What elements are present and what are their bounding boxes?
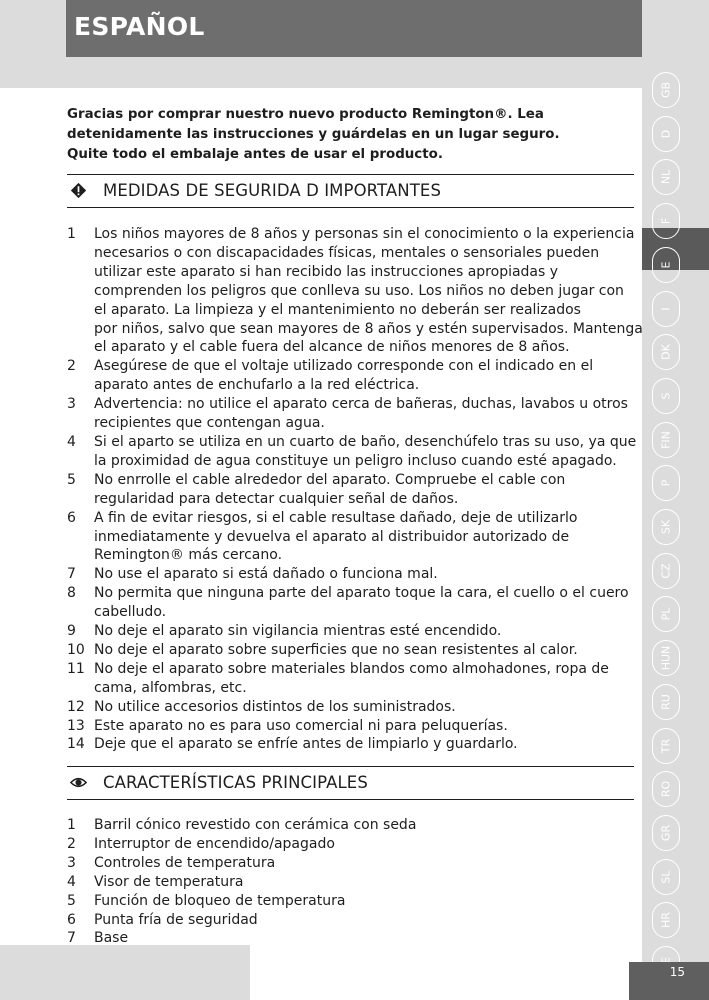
safety-item-number: 8	[67, 585, 76, 602]
feature-item-number: 1	[67, 817, 76, 833]
safety-item-text	[94, 471, 637, 509]
language-tab-label: RU	[659, 693, 673, 710]
feature-item-number: 5	[67, 892, 76, 909]
safety-item-number: 1	[67, 226, 76, 242]
language-tab-i[interactable]	[652, 291, 680, 327]
feature-item	[67, 835, 637, 854]
safety-item-line: inmediatamente y devuelva el aparato al distribuidor autorizado de	[94, 528, 570, 545]
intro-line: Gracias por comprar nuestro nuevo producto Remington®. Lea	[67, 107, 544, 122]
safety-item-text	[94, 509, 637, 566]
language-tab-ru[interactable]	[652, 684, 680, 720]
safety-item	[67, 698, 637, 717]
page-number-box	[629, 962, 709, 1000]
safety-item-line: Remington® más cercano.	[94, 547, 283, 564]
feature-item-number: 4	[67, 873, 76, 890]
safety-item-text	[94, 622, 637, 641]
language-tab-hun[interactable]	[652, 640, 680, 676]
feature-item-text: Visor de temperatura	[94, 873, 244, 890]
language-tab-label: I	[659, 306, 673, 311]
safety-item-line: la proximidad de agua constituye un peligro incluso cuando esté apagado.	[94, 452, 617, 469]
safety-item-line: cabelludo.	[94, 604, 167, 621]
language-tab-label: P	[659, 479, 673, 487]
language-tab-pl[interactable]	[652, 596, 680, 632]
safety-item-line: Este aparato no es para uso comercial ni para peluquerías.	[94, 717, 508, 734]
safety-item-number: 13	[67, 717, 85, 734]
safety-item	[67, 357, 637, 395]
feature-item-text: Interruptor de encendido/apagado	[94, 835, 335, 852]
language-tab-e[interactable]	[652, 247, 680, 283]
safety-item-line: el aparato. La limpieza y el mantenimiento no deberán ser realizados	[94, 301, 581, 318]
safety-item	[67, 660, 637, 698]
safety-item-line: Si el aparto se utiliza en un cuarto de baño, desenchúfelo tras su uso, ya que	[94, 433, 637, 450]
language-tab-label: HUN	[659, 645, 673, 671]
intro-text	[67, 105, 567, 165]
safety-item-line: No deje el aparato sobre materiales blandos como almohadones, ropa de	[94, 660, 609, 677]
safety-item-line: recipientes que contengan agua.	[94, 415, 325, 432]
language-tab-cz[interactable]	[652, 553, 680, 589]
language-tab-label: SL	[659, 870, 673, 884]
safety-item-number: 3	[67, 396, 76, 413]
safety-item-line: No deje el aparato sobre superficies que no sean resistentes al calor.	[94, 641, 578, 658]
feature-item	[67, 854, 637, 873]
language-tab-label: DK	[659, 344, 673, 361]
warning-icon	[70, 182, 87, 199]
safety-item-line: No use el aparato si está dañado o funciona mal.	[94, 566, 438, 583]
safety-item-line: por niños, salvo que sean mayores de 8 años y estén supervisados. Mantenga	[94, 320, 643, 337]
language-tab-label: HR	[659, 912, 673, 929]
header-bar	[66, 0, 642, 57]
feature-item	[67, 911, 637, 930]
language-tab-label: SK	[659, 519, 673, 535]
safety-item	[67, 717, 637, 736]
safety-item-text	[94, 641, 637, 660]
feature-item-text: Base	[94, 930, 129, 947]
safety-section-title: MEDIDAS DE SEGURIDA D IMPORTANTES	[103, 181, 442, 200]
safety-item-number: 5	[67, 471, 76, 488]
features-section-title: CARACTERÍSTICAS PRINCIPALES	[103, 773, 368, 792]
safety-item-text	[94, 717, 637, 736]
safety-item	[67, 641, 637, 660]
safety-item-line: No utilice accesorios distintos de los suministrados.	[94, 698, 456, 715]
safety-item-text	[94, 584, 637, 622]
content-panel	[0, 88, 642, 945]
language-tab-sk[interactable]	[652, 509, 680, 545]
safety-item	[67, 509, 637, 566]
language-tab-s[interactable]	[652, 378, 680, 414]
page-number: 15	[669, 965, 685, 979]
page-title: ESPAÑOL	[74, 12, 205, 41]
language-tab-sl[interactable]	[652, 859, 680, 895]
safety-item-number: 11	[67, 660, 85, 677]
feature-item	[67, 892, 637, 911]
intro-line: Quite todo el embalaje antes de usar el producto.	[67, 147, 443, 162]
language-tab-label: NL	[659, 170, 673, 185]
safety-item-text	[94, 225, 643, 357]
language-tab-label: RO	[659, 781, 673, 798]
safety-item-number: 10	[67, 641, 85, 658]
intro-line: detenidamente las instrucciones y guárdelas en un lugar seguro.	[67, 127, 560, 142]
language-tab-label: TR	[659, 738, 673, 753]
feature-item-text: Controles de temperatura	[94, 854, 276, 871]
language-tab-f[interactable]	[652, 203, 680, 239]
language-tab-column	[642, 0, 709, 1000]
feature-item	[67, 816, 637, 835]
safety-item-line: No permita que ninguna parte del aparato toque la cara, el cuello o el cuero	[94, 585, 629, 602]
feature-item-number: 3	[67, 854, 76, 871]
language-tab-label: FIN	[659, 430, 673, 449]
language-tab-label: GB	[659, 81, 673, 99]
language-tab-label: GR	[659, 824, 673, 841]
safety-item-text	[94, 698, 637, 717]
safety-item	[67, 433, 637, 471]
feature-item-text: Punta fría de seguridad	[94, 911, 258, 928]
language-tab-hr[interactable]	[652, 902, 680, 938]
safety-item-text	[94, 433, 637, 471]
safety-section-header	[67, 174, 634, 208]
features-section-header	[67, 766, 634, 800]
safety-item-number: 14	[67, 736, 85, 753]
safety-item-line: Advertencia: no utilice el aparato cerca de bañeras, duchas, lavabos u otros	[94, 396, 628, 413]
safety-item-line: utilizar este aparato si han recibido las instrucciones apropiadas y	[94, 263, 559, 280]
safety-item	[67, 735, 637, 754]
language-tab-label: E	[659, 261, 673, 269]
language-tab-tr[interactable]	[652, 728, 680, 764]
safety-item	[67, 622, 637, 641]
safety-item-line: regularidad para detectar cualquier señal de daños.	[94, 490, 459, 507]
feature-item-number: 6	[67, 911, 76, 928]
safety-item	[67, 565, 637, 584]
safety-list	[67, 225, 643, 754]
safety-item-number: 12	[67, 698, 85, 715]
language-tab-label: F	[659, 217, 673, 225]
language-tab-d[interactable]	[652, 116, 680, 152]
language-tab-label: S	[659, 392, 673, 400]
language-tab-dk[interactable]	[652, 334, 680, 370]
language-tab-label: CZ	[659, 563, 673, 579]
feature-item-number: 2	[67, 835, 76, 852]
safety-item-text	[94, 735, 637, 754]
language-tab-p[interactable]	[652, 465, 680, 501]
feature-item-number: 7	[67, 930, 76, 947]
safety-item-number: 9	[67, 623, 76, 640]
safety-item-line: Asegúrese de que el voltaje utilizado corresponde con el indicado en el	[94, 358, 594, 375]
safety-item-text	[94, 395, 637, 433]
safety-item-line: comprenden los peligros que conlleva su uso. Los niños no deben jugar con	[94, 282, 624, 299]
safety-item-line: No deje el aparato sin vigilancia mientras esté encendido.	[94, 623, 502, 640]
language-tab-nl[interactable]	[652, 159, 680, 195]
features-list	[67, 816, 637, 948]
language-tab-ro[interactable]	[652, 771, 680, 807]
safety-item-line: necesarios o con discapacidades físicas, mentales o sensoriales pueden	[94, 244, 600, 261]
language-tab-label: PL	[659, 608, 673, 621]
language-tab-gb[interactable]	[652, 72, 680, 108]
safety-item-text	[94, 660, 637, 698]
safety-item-line: el aparato y el cable fuera del alcance de niños menores de 8 años.	[94, 339, 570, 356]
page-bottom-strip	[250, 945, 642, 1000]
safety-item-number: 2	[67, 358, 76, 375]
eye-icon	[70, 774, 87, 791]
language-tab-label: D	[659, 129, 673, 138]
safety-item	[67, 225, 643, 357]
safety-item-number: 4	[67, 433, 76, 450]
safety-item	[67, 471, 637, 509]
feature-item-text: Función de bloqueo de temperatura	[94, 892, 346, 909]
safety-item-line: Deje que el aparato se enfríe antes de limpiarlo y guardarlo.	[94, 736, 518, 753]
safety-item-number: 7	[67, 566, 76, 583]
safety-item-number: 6	[67, 509, 76, 526]
safety-item-text	[94, 357, 637, 395]
feature-item	[67, 873, 637, 892]
language-tab-fin[interactable]	[652, 422, 680, 458]
safety-item	[67, 584, 637, 622]
language-tab-gr[interactable]	[652, 815, 680, 851]
safety-item-line: No enrrolle el cable alrededor del aparato. Compruebe el cable con	[94, 471, 566, 488]
safety-item-line: cama, alfombras, etc.	[94, 679, 247, 696]
safety-item-line: A fin de evitar riesgos, si el cable resultase dañado, deje de utilizarlo	[94, 509, 578, 526]
safety-item	[67, 395, 637, 433]
safety-item-text	[94, 565, 637, 584]
safety-item-line: Los niños mayores de 8 años y personas sin el conocimiento o la experiencia	[94, 226, 635, 242]
safety-item-line: aparato antes de enchufarlo a la red eléctrica.	[94, 377, 420, 394]
feature-item-text: Barril cónico revestido con cerámica con seda	[94, 817, 417, 833]
